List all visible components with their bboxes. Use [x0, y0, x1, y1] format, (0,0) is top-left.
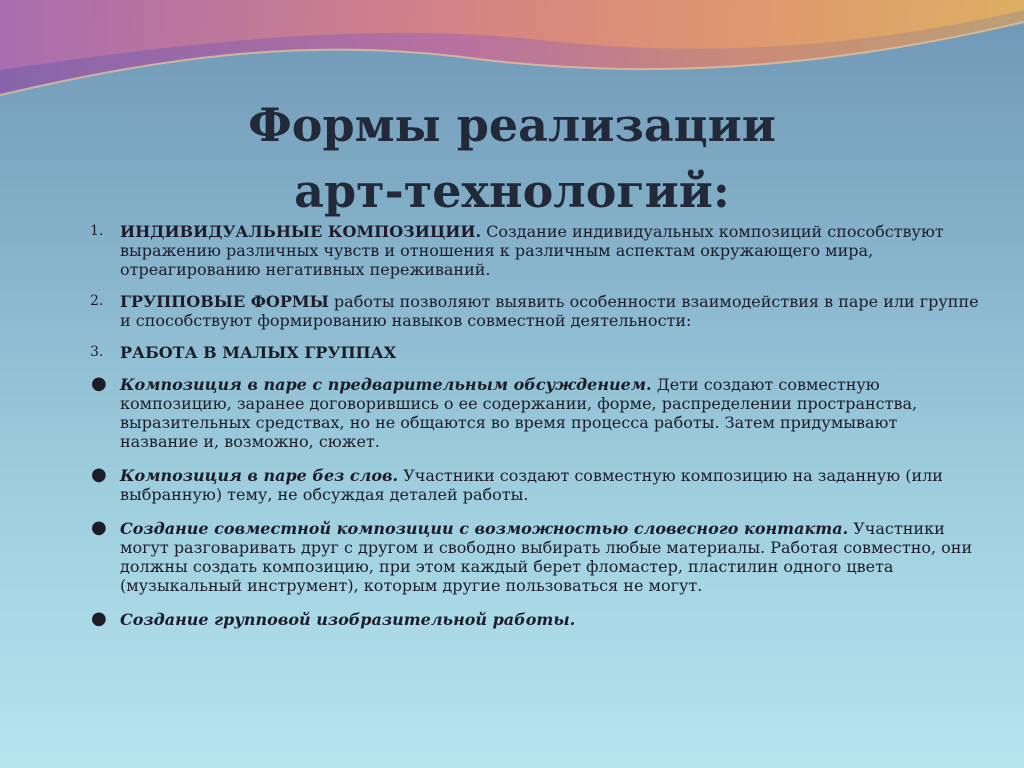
list-item-group-visual-work [90, 610, 980, 629]
slide-title [0, 92, 1024, 224]
list-item-joint-composition-verbal [90, 519, 980, 595]
item-text: Дети создают совместную композицию, заранее договорившись о ее содержании, форме, распределении пространства, выразительных средствах, но не общаются во время процесса работы. Затем придумывают название и, возможно, сюжет. [120, 375, 918, 451]
list-number: 2. [90, 293, 104, 309]
slide-title-line-1: Формы реализации [248, 98, 776, 152]
item-lead: Создание групповой изобразительной работы. [120, 610, 576, 629]
bullet-icon: ● [91, 464, 107, 485]
item-text: Участники могут разговаривать друг с другом и свободно выбирать любые материалы. Работая совместно, они должны создать композицию, при этом каждый берет фломастер, пластилин одного цвета (музыкальный инструмент), которым другие пользоваться не могут. [120, 519, 973, 595]
item-text: Участники создают совместную композицию на заданную (или выбранную) тему, не обсуждая деталей работы. [120, 466, 943, 504]
slide-title-line-2: арт-технологий: [294, 164, 730, 218]
item-lead: ГРУППОВЫЕ ФОРМЫ [120, 292, 329, 311]
item-text: работы позволяют выявить особенности взаимодействия в паре или группе и способствуют формированию навыков совместной деятельности: [120, 292, 979, 330]
bullet-icon: ● [91, 373, 107, 394]
item-lead: РАБОТА В МАЛЫХ ГРУППАХ [120, 343, 397, 362]
list-item-pair-without-words [90, 466, 980, 504]
list-item-pair-with-discussion [90, 375, 980, 451]
item-lead: Композиция в паре без слов. [120, 466, 399, 485]
list-number: 3. [90, 344, 104, 360]
item-lead: ИНДИВИДУАЛЬНЫЕ КОМПОЗИЦИИ. [120, 222, 482, 241]
list-item-small-groups [90, 343, 980, 362]
content-list [90, 222, 980, 644]
item-lead: Создание совместной композиции с возможностью словесного контакта. [120, 519, 849, 538]
bullet-icon: ● [91, 608, 107, 629]
item-lead: Композиция в паре с предварительным обсуждением. [120, 375, 652, 394]
item-text: Создание индивидуальных композиций способствуют выражению различных чувств и отношения к различным аспектам окружающего мира, отреагированию негативных переживаний. [120, 222, 944, 279]
list-number: 1. [90, 223, 104, 239]
list-item-individual-compositions [90, 222, 980, 279]
list-item-group-forms [90, 292, 980, 330]
bullet-icon: ● [91, 517, 107, 538]
